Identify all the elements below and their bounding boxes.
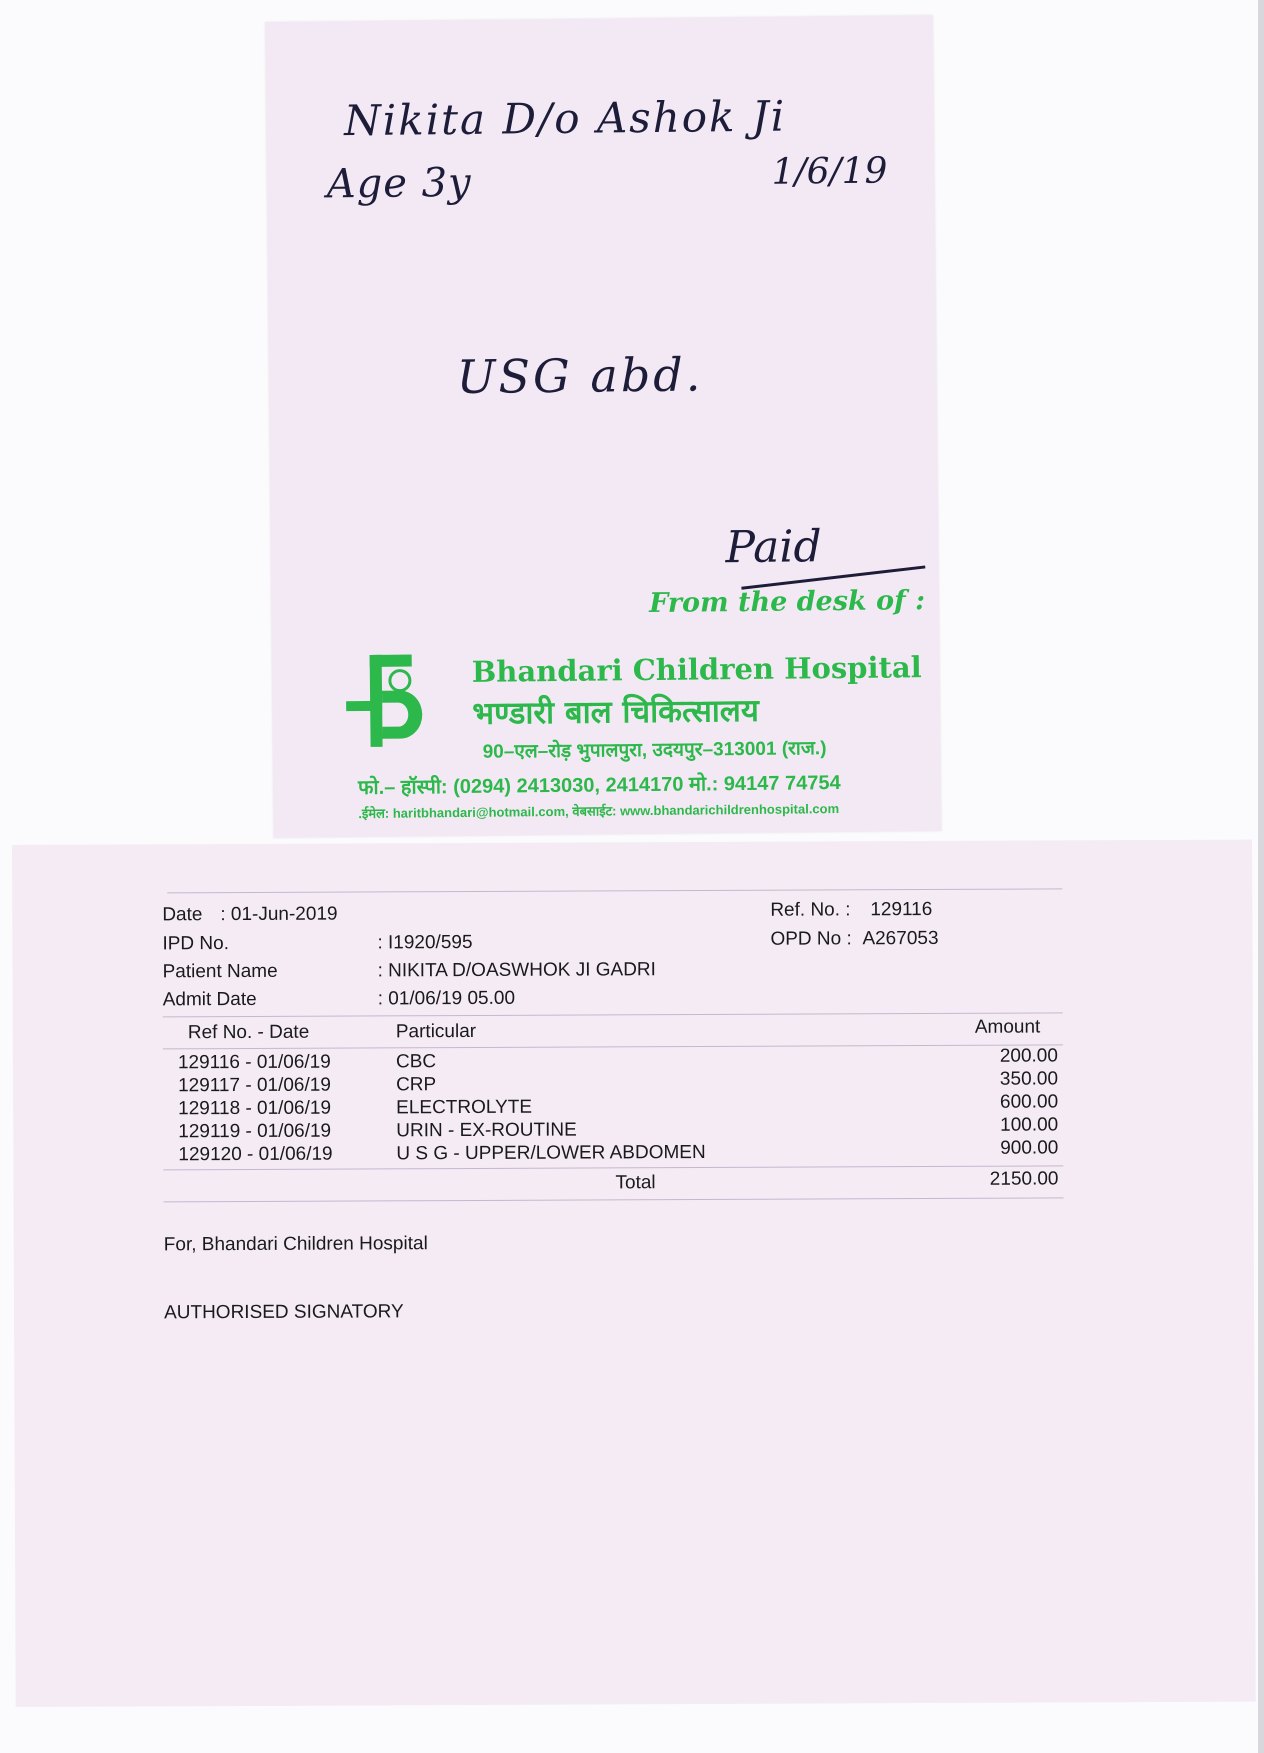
ipd-label: IPD No. [162,933,230,955]
billing-receipt [12,840,1256,1707]
opd-value: A267053 [862,927,939,950]
col-amount: Amount [974,1016,1041,1038]
scan-edge [1258,0,1264,1753]
date-value: : 01-Jun-2019 [220,903,338,926]
total-label: Total [615,1172,656,1194]
row-particular: U S G - UPPER/LOWER ABDOMEN [396,1141,706,1165]
row-ref: 129119 - 01/06/19 [178,1120,332,1143]
for-hospital-line: For, Bhandari Children Hospital [163,1233,428,1256]
total-value: 2150.00 [989,1168,1059,1190]
total-divider [164,1197,1064,1202]
from-desk-label: From the desk of : [648,585,926,620]
ref-no-value: 129116 [870,898,933,921]
row-particular: URIN - EX-ROUTINE [396,1119,577,1142]
top-divider [167,888,1062,893]
handwritten-paid-stamp: Paid [725,521,822,574]
handwritten-date: 1/6/19 [771,150,888,193]
authorised-signatory: AUTHORISED SIGNATORY [163,1301,404,1324]
ref-no-label: Ref. No. : [770,899,851,921]
columns-divider [163,1044,1063,1049]
col-particular: Particular [395,1020,477,1043]
hospital-address: 90–एल–रोड़ भुपालपुरा, उदयपुर–313001 (राज.) [482,738,827,763]
row-amount: 900.00 [1000,1137,1059,1159]
patient-name-value: : NIKITA D/OASWHOK JI GADRI [377,959,656,982]
hospital-phone: फो.– हॉस्पी: (0294) 2413030, 2414170 मो.: 94147 74754 [357,772,841,800]
hospital-name-english: Bhandari Children Hospital [471,650,922,689]
hospital-logo-icon [342,650,433,751]
row-ref: 129116 - 01/06/19 [177,1051,331,1074]
row-amount: 600.00 [999,1091,1059,1113]
admit-date-label: Admit Date [162,988,257,1011]
row-amount: 200.00 [999,1045,1058,1067]
patient-name-label: Patient Name [162,960,278,983]
row-particular: CBC [395,1051,437,1073]
row-amount: 350.00 [999,1068,1059,1090]
row-ref: 129120 - 01/06/19 [178,1143,333,1166]
row-ref: 129117 - 01/06/19 [178,1074,331,1097]
date-label: Date [162,904,203,926]
handwritten-note: USG abd. [456,347,704,405]
opd-label: OPD No : [770,928,852,950]
header-divider [163,1012,1063,1017]
ipd-value: : I1920/595 [377,931,473,954]
col-ref-date: Ref No. - Date [187,1021,310,1044]
hospital-name-hindi: भण्डारी बाल चिकित्सालय [472,692,760,732]
handwritten-patient-line: Nikita D/o Ashok Ji [343,91,787,146]
handwritten-age: Age 3y [326,159,472,208]
hospital-email-website: .ईमेल: haritbhandari@hotmail.com, वेबसाईट: www.bhandarichildrenhospital.com [358,801,840,822]
rows-divider [163,1165,1063,1170]
row-ref: 129118 - 01/06/19 [178,1097,332,1120]
prescription-slip [265,15,942,838]
row-particular: ELECTROLYTE [396,1096,533,1119]
row-amount: 100.00 [1000,1114,1059,1136]
admit-date-value: : 01/06/19 05.00 [377,987,516,1010]
row-particular: CRP [396,1074,437,1096]
